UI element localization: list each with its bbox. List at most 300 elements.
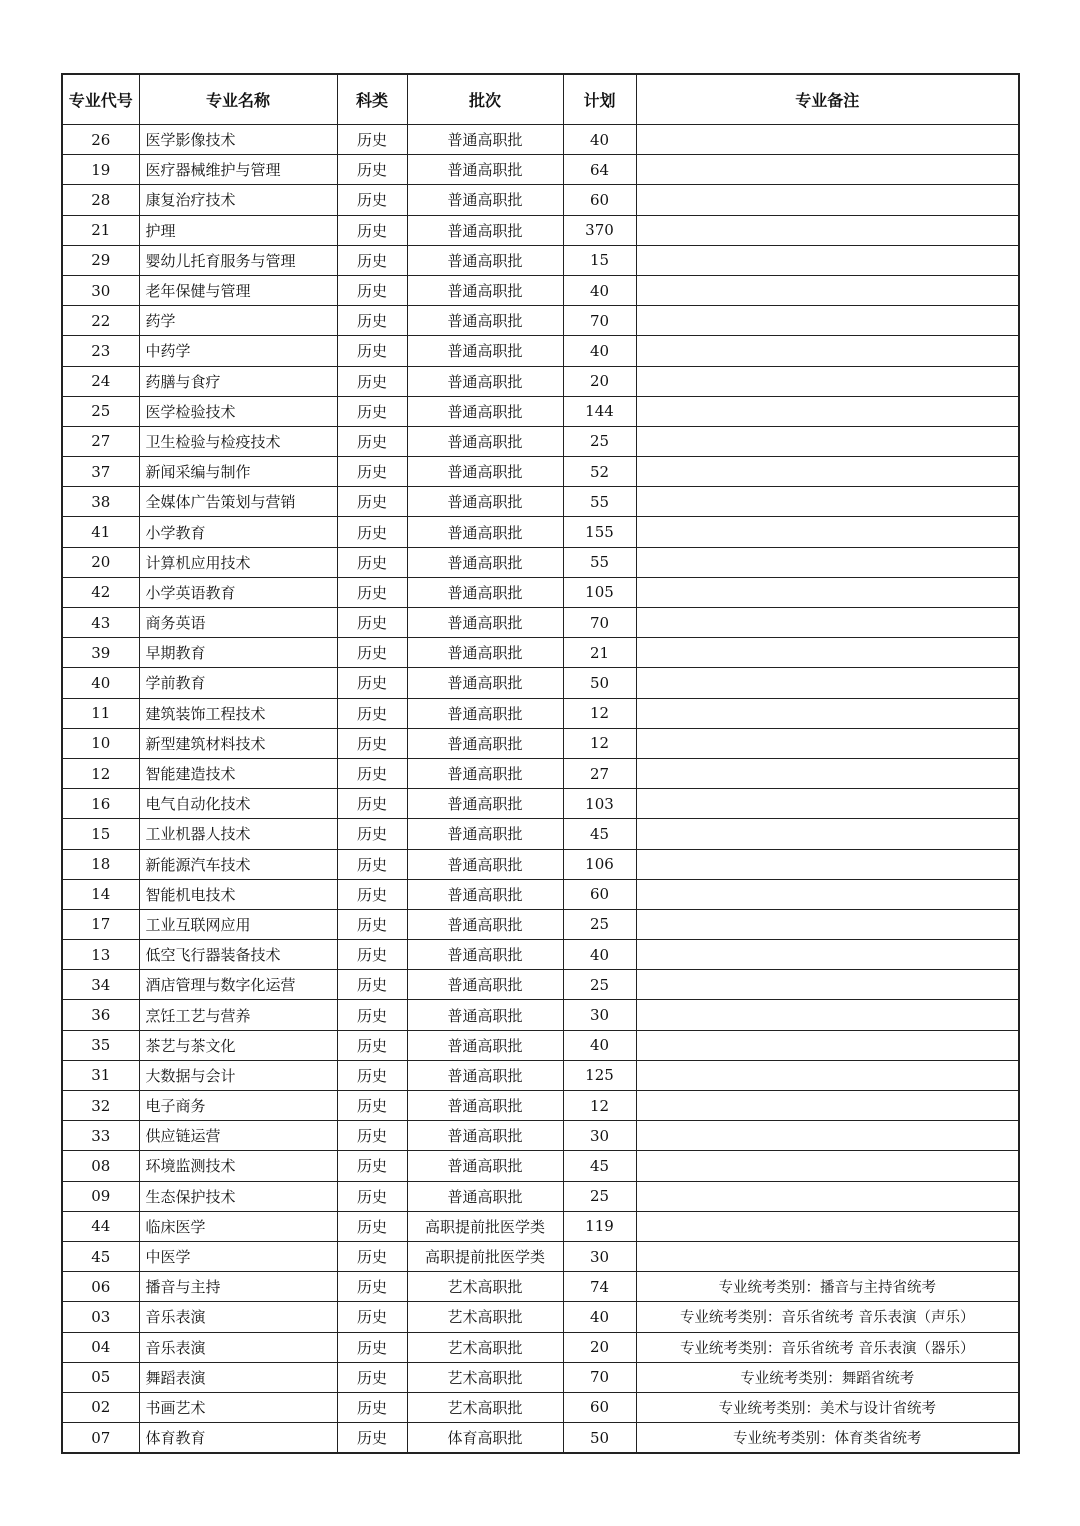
cell-note: 专业统考类别：美术与设计省统考 xyxy=(636,1392,1019,1422)
table-row xyxy=(62,698,1019,728)
header-batch: 批次 xyxy=(407,74,563,125)
cell-name: 音乐表演 xyxy=(139,1302,337,1332)
cell-code: 32 xyxy=(62,1091,139,1121)
table-row xyxy=(62,638,1019,668)
cell-plan: 30 xyxy=(563,1241,636,1271)
cell-code: 19 xyxy=(62,155,139,185)
table-row xyxy=(62,608,1019,638)
table-row xyxy=(62,1423,1019,1454)
cell-plan: 25 xyxy=(563,1181,636,1211)
table-row xyxy=(62,155,1019,185)
cell-batch: 普通高职批 xyxy=(407,970,563,1000)
cell-note xyxy=(636,577,1019,607)
cell-name: 烹饪工艺与营养 xyxy=(139,1000,337,1030)
table-row xyxy=(62,215,1019,245)
cell-plan: 45 xyxy=(563,819,636,849)
cell-note xyxy=(636,789,1019,819)
table-row xyxy=(62,1060,1019,1090)
cell-note xyxy=(636,1181,1019,1211)
table-row xyxy=(62,125,1019,155)
cell-note xyxy=(636,1211,1019,1241)
header-code: 专业代号 xyxy=(62,74,139,125)
table-row xyxy=(62,970,1019,1000)
cell-subject: 历史 xyxy=(337,940,407,970)
cell-code: 35 xyxy=(62,1030,139,1060)
cell-code: 24 xyxy=(62,366,139,396)
table-row xyxy=(62,849,1019,879)
table-row xyxy=(62,185,1019,215)
cell-note xyxy=(636,668,1019,698)
header-subject: 科类 xyxy=(337,74,407,125)
cell-code: 34 xyxy=(62,970,139,1000)
cell-plan: 125 xyxy=(563,1060,636,1090)
cell-note xyxy=(636,1091,1019,1121)
cell-batch: 普通高职批 xyxy=(407,306,563,336)
cell-plan: 370 xyxy=(563,215,636,245)
cell-plan: 20 xyxy=(563,1332,636,1362)
table-row xyxy=(62,1332,1019,1362)
cell-name: 播音与主持 xyxy=(139,1272,337,1302)
admission-plan-table xyxy=(61,73,1020,1454)
cell-note xyxy=(636,517,1019,547)
cell-plan: 105 xyxy=(563,577,636,607)
cell-code: 06 xyxy=(62,1272,139,1302)
cell-name: 智能建造技术 xyxy=(139,758,337,788)
cell-subject: 历史 xyxy=(337,698,407,728)
cell-plan: 55 xyxy=(563,547,636,577)
cell-batch: 普通高职批 xyxy=(407,1030,563,1060)
cell-plan: 12 xyxy=(563,1091,636,1121)
cell-code: 18 xyxy=(62,849,139,879)
cell-name: 新型建筑材料技术 xyxy=(139,728,337,758)
cell-name: 商务英语 xyxy=(139,608,337,638)
cell-note xyxy=(636,306,1019,336)
cell-note xyxy=(636,758,1019,788)
cell-name: 低空飞行器装备技术 xyxy=(139,940,337,970)
cell-name: 酒店管理与数字化运营 xyxy=(139,970,337,1000)
cell-subject: 历史 xyxy=(337,1000,407,1030)
cell-note xyxy=(636,215,1019,245)
cell-name: 茶艺与茶文化 xyxy=(139,1030,337,1060)
table-row xyxy=(62,1181,1019,1211)
table-row xyxy=(62,547,1019,577)
cell-note xyxy=(636,849,1019,879)
cell-code: 15 xyxy=(62,819,139,849)
table-row xyxy=(62,1121,1019,1151)
cell-plan: 30 xyxy=(563,1000,636,1030)
cell-code: 37 xyxy=(62,457,139,487)
cell-plan: 12 xyxy=(563,698,636,728)
table-row xyxy=(62,879,1019,909)
cell-subject: 历史 xyxy=(337,396,407,426)
cell-subject: 历史 xyxy=(337,879,407,909)
cell-subject: 历史 xyxy=(337,1211,407,1241)
cell-batch: 普通高职批 xyxy=(407,185,563,215)
cell-name: 书画艺术 xyxy=(139,1392,337,1422)
cell-note xyxy=(636,185,1019,215)
cell-name: 大数据与会计 xyxy=(139,1060,337,1090)
cell-code: 33 xyxy=(62,1121,139,1151)
cell-batch: 普通高职批 xyxy=(407,879,563,909)
cell-name: 医疗器械维护与管理 xyxy=(139,155,337,185)
cell-code: 31 xyxy=(62,1060,139,1090)
cell-batch: 普通高职批 xyxy=(407,487,563,517)
table-row xyxy=(62,336,1019,366)
table-row xyxy=(62,457,1019,487)
cell-batch: 普通高职批 xyxy=(407,819,563,849)
cell-plan: 40 xyxy=(563,125,636,155)
cell-subject: 历史 xyxy=(337,909,407,939)
cell-subject: 历史 xyxy=(337,1302,407,1332)
cell-plan: 25 xyxy=(563,970,636,1000)
cell-name: 建筑装饰工程技术 xyxy=(139,698,337,728)
cell-batch: 普通高职批 xyxy=(407,1181,563,1211)
cell-note xyxy=(636,728,1019,758)
cell-batch: 艺术高职批 xyxy=(407,1362,563,1392)
cell-subject: 历史 xyxy=(337,306,407,336)
cell-plan: 70 xyxy=(563,608,636,638)
cell-note xyxy=(636,608,1019,638)
table-row xyxy=(62,396,1019,426)
table-row xyxy=(62,487,1019,517)
cell-name: 舞蹈表演 xyxy=(139,1362,337,1392)
cell-batch: 普通高职批 xyxy=(407,1060,563,1090)
cell-name: 新闻采编与制作 xyxy=(139,457,337,487)
cell-batch: 普通高职批 xyxy=(407,366,563,396)
cell-name: 卫生检验与检疫技术 xyxy=(139,426,337,456)
cell-note: 专业统考类别：舞蹈省统考 xyxy=(636,1362,1019,1392)
cell-batch: 普通高职批 xyxy=(407,457,563,487)
cell-subject: 历史 xyxy=(337,125,407,155)
cell-subject: 历史 xyxy=(337,1030,407,1060)
cell-batch: 普通高职批 xyxy=(407,758,563,788)
table-row xyxy=(62,306,1019,336)
cell-note: 专业统考类别：音乐省统考 音乐表演（器乐） xyxy=(636,1332,1019,1362)
cell-note xyxy=(636,1151,1019,1181)
cell-batch: 普通高职批 xyxy=(407,1121,563,1151)
cell-name: 中药学 xyxy=(139,336,337,366)
table-row xyxy=(62,668,1019,698)
cell-plan: 15 xyxy=(563,245,636,275)
cell-note xyxy=(636,125,1019,155)
cell-note xyxy=(636,396,1019,426)
cell-name: 电气自动化技术 xyxy=(139,789,337,819)
cell-batch: 普通高职批 xyxy=(407,547,563,577)
cell-code: 36 xyxy=(62,1000,139,1030)
table-row xyxy=(62,426,1019,456)
cell-plan: 40 xyxy=(563,1302,636,1332)
cell-subject: 历史 xyxy=(337,1272,407,1302)
cell-name: 药学 xyxy=(139,306,337,336)
cell-code: 20 xyxy=(62,547,139,577)
cell-code: 41 xyxy=(62,517,139,547)
table-row xyxy=(62,366,1019,396)
cell-code: 29 xyxy=(62,245,139,275)
cell-plan: 20 xyxy=(563,366,636,396)
cell-code: 16 xyxy=(62,789,139,819)
table-row xyxy=(62,940,1019,970)
cell-plan: 40 xyxy=(563,336,636,366)
cell-note xyxy=(636,366,1019,396)
cell-note xyxy=(636,1000,1019,1030)
cell-subject: 历史 xyxy=(337,608,407,638)
cell-subject: 历史 xyxy=(337,1423,407,1454)
cell-code: 08 xyxy=(62,1151,139,1181)
cell-name: 早期教育 xyxy=(139,638,337,668)
cell-name: 计算机应用技术 xyxy=(139,547,337,577)
cell-name: 工业互联网应用 xyxy=(139,909,337,939)
cell-name: 供应链运营 xyxy=(139,1121,337,1151)
cell-plan: 70 xyxy=(563,1362,636,1392)
header-note: 专业备注 xyxy=(636,74,1019,125)
cell-code: 27 xyxy=(62,426,139,456)
cell-name: 婴幼儿托育服务与管理 xyxy=(139,245,337,275)
cell-subject: 历史 xyxy=(337,758,407,788)
header-plan: 计划 xyxy=(563,74,636,125)
cell-subject: 历史 xyxy=(337,547,407,577)
table-row xyxy=(62,1030,1019,1060)
cell-plan: 106 xyxy=(563,849,636,879)
cell-note xyxy=(636,909,1019,939)
table-row xyxy=(62,1392,1019,1422)
cell-plan: 103 xyxy=(563,789,636,819)
cell-batch: 普通高职批 xyxy=(407,728,563,758)
cell-batch: 普通高职批 xyxy=(407,608,563,638)
cell-code: 04 xyxy=(62,1332,139,1362)
cell-code: 40 xyxy=(62,668,139,698)
cell-name: 全媒体广告策划与营销 xyxy=(139,487,337,517)
cell-name: 智能机电技术 xyxy=(139,879,337,909)
cell-subject: 历史 xyxy=(337,1181,407,1211)
cell-subject: 历史 xyxy=(337,457,407,487)
cell-subject: 历史 xyxy=(337,426,407,456)
cell-plan: 40 xyxy=(563,1030,636,1060)
cell-code: 10 xyxy=(62,728,139,758)
table-row xyxy=(62,1000,1019,1030)
cell-note: 专业统考类别：体育类省统考 xyxy=(636,1423,1019,1454)
cell-batch: 普通高职批 xyxy=(407,638,563,668)
cell-batch: 普通高职批 xyxy=(407,245,563,275)
cell-note xyxy=(636,155,1019,185)
cell-code: 38 xyxy=(62,487,139,517)
cell-plan: 30 xyxy=(563,1121,636,1151)
header-row xyxy=(62,74,1019,125)
cell-batch: 普通高职批 xyxy=(407,577,563,607)
cell-note xyxy=(636,336,1019,366)
cell-subject: 历史 xyxy=(337,577,407,607)
cell-note xyxy=(636,245,1019,275)
cell-code: 45 xyxy=(62,1241,139,1271)
cell-note xyxy=(636,487,1019,517)
cell-batch: 艺术高职批 xyxy=(407,1272,563,1302)
cell-batch: 普通高职批 xyxy=(407,155,563,185)
cell-subject: 历史 xyxy=(337,215,407,245)
cell-code: 03 xyxy=(62,1302,139,1332)
cell-batch: 普通高职批 xyxy=(407,275,563,305)
cell-plan: 27 xyxy=(563,758,636,788)
cell-subject: 历史 xyxy=(337,970,407,1000)
cell-plan: 45 xyxy=(563,1151,636,1181)
cell-name: 生态保护技术 xyxy=(139,1181,337,1211)
table-row xyxy=(62,245,1019,275)
cell-batch: 体育高职批 xyxy=(407,1423,563,1454)
cell-plan: 60 xyxy=(563,185,636,215)
cell-batch: 普通高职批 xyxy=(407,909,563,939)
cell-code: 26 xyxy=(62,125,139,155)
cell-note xyxy=(636,457,1019,487)
cell-plan: 50 xyxy=(563,668,636,698)
table-row xyxy=(62,1241,1019,1271)
cell-note xyxy=(636,1121,1019,1151)
cell-note xyxy=(636,275,1019,305)
cell-code: 30 xyxy=(62,275,139,305)
cell-code: 23 xyxy=(62,336,139,366)
cell-plan: 40 xyxy=(563,940,636,970)
cell-code: 09 xyxy=(62,1181,139,1211)
cell-name: 中医学 xyxy=(139,1241,337,1271)
cell-subject: 历史 xyxy=(337,336,407,366)
table-row xyxy=(62,758,1019,788)
cell-batch: 普通高职批 xyxy=(407,1000,563,1030)
cell-code: 14 xyxy=(62,879,139,909)
cell-subject: 历史 xyxy=(337,1362,407,1392)
cell-code: 25 xyxy=(62,396,139,426)
cell-batch: 普通高职批 xyxy=(407,698,563,728)
cell-name: 老年保健与管理 xyxy=(139,275,337,305)
cell-batch: 普通高职批 xyxy=(407,1091,563,1121)
cell-subject: 历史 xyxy=(337,819,407,849)
table-row xyxy=(62,1091,1019,1121)
table-row xyxy=(62,1272,1019,1302)
table-row xyxy=(62,1362,1019,1392)
cell-note xyxy=(636,1241,1019,1271)
cell-plan: 60 xyxy=(563,1392,636,1422)
cell-code: 13 xyxy=(62,940,139,970)
cell-name: 电子商务 xyxy=(139,1091,337,1121)
cell-note xyxy=(636,1060,1019,1090)
cell-plan: 21 xyxy=(563,638,636,668)
cell-batch: 普通高职批 xyxy=(407,426,563,456)
table-body xyxy=(62,125,1019,1454)
cell-plan: 25 xyxy=(563,426,636,456)
cell-batch: 艺术高职批 xyxy=(407,1302,563,1332)
cell-name: 临床医学 xyxy=(139,1211,337,1241)
cell-plan: 74 xyxy=(563,1272,636,1302)
table-row xyxy=(62,517,1019,547)
cell-subject: 历史 xyxy=(337,155,407,185)
table-row xyxy=(62,909,1019,939)
cell-code: 12 xyxy=(62,758,139,788)
cell-note xyxy=(636,426,1019,456)
cell-code: 28 xyxy=(62,185,139,215)
cell-code: 22 xyxy=(62,306,139,336)
cell-code: 43 xyxy=(62,608,139,638)
cell-name: 学前教育 xyxy=(139,668,337,698)
cell-name: 小学英语教育 xyxy=(139,577,337,607)
cell-code: 17 xyxy=(62,909,139,939)
cell-note xyxy=(636,970,1019,1000)
cell-note xyxy=(636,1030,1019,1060)
cell-note xyxy=(636,940,1019,970)
cell-name: 环境监测技术 xyxy=(139,1151,337,1181)
cell-code: 07 xyxy=(62,1423,139,1454)
cell-batch: 普通高职批 xyxy=(407,336,563,366)
cell-batch: 普通高职批 xyxy=(407,517,563,547)
cell-note xyxy=(636,698,1019,728)
cell-batch: 普通高职批 xyxy=(407,1151,563,1181)
cell-code: 39 xyxy=(62,638,139,668)
table-row xyxy=(62,1302,1019,1332)
cell-batch: 高职提前批医学类 xyxy=(407,1241,563,1271)
cell-subject: 历史 xyxy=(337,1392,407,1422)
cell-plan: 52 xyxy=(563,457,636,487)
cell-plan: 40 xyxy=(563,275,636,305)
cell-name: 工业机器人技术 xyxy=(139,819,337,849)
cell-plan: 12 xyxy=(563,728,636,758)
cell-subject: 历史 xyxy=(337,789,407,819)
table-row xyxy=(62,1211,1019,1241)
cell-batch: 艺术高职批 xyxy=(407,1392,563,1422)
cell-subject: 历史 xyxy=(337,1121,407,1151)
cell-name: 康复治疗技术 xyxy=(139,185,337,215)
table-row xyxy=(62,577,1019,607)
cell-name: 新能源汽车技术 xyxy=(139,849,337,879)
cell-note xyxy=(636,819,1019,849)
cell-subject: 历史 xyxy=(337,366,407,396)
cell-name: 护理 xyxy=(139,215,337,245)
cell-subject: 历史 xyxy=(337,185,407,215)
cell-subject: 历史 xyxy=(337,1060,407,1090)
cell-plan: 64 xyxy=(563,155,636,185)
cell-code: 42 xyxy=(62,577,139,607)
cell-plan: 144 xyxy=(563,396,636,426)
cell-subject: 历史 xyxy=(337,1091,407,1121)
cell-plan: 70 xyxy=(563,306,636,336)
cell-batch: 普通高职批 xyxy=(407,396,563,426)
cell-plan: 50 xyxy=(563,1423,636,1454)
cell-batch: 普通高职批 xyxy=(407,125,563,155)
cell-name: 医学影像技术 xyxy=(139,125,337,155)
cell-subject: 历史 xyxy=(337,245,407,275)
cell-batch: 普通高职批 xyxy=(407,215,563,245)
cell-note xyxy=(636,638,1019,668)
cell-note xyxy=(636,547,1019,577)
cell-code: 21 xyxy=(62,215,139,245)
cell-subject: 历史 xyxy=(337,1151,407,1181)
cell-code: 11 xyxy=(62,698,139,728)
cell-subject: 历史 xyxy=(337,668,407,698)
cell-name: 音乐表演 xyxy=(139,1332,337,1362)
table-row xyxy=(62,1151,1019,1181)
cell-subject: 历史 xyxy=(337,1332,407,1362)
cell-subject: 历史 xyxy=(337,487,407,517)
cell-subject: 历史 xyxy=(337,728,407,758)
cell-batch: 普通高职批 xyxy=(407,789,563,819)
table-row xyxy=(62,275,1019,305)
cell-batch: 普通高职批 xyxy=(407,668,563,698)
cell-code: 44 xyxy=(62,1211,139,1241)
table-row xyxy=(62,728,1019,758)
cell-code: 05 xyxy=(62,1362,139,1392)
cell-batch: 艺术高职批 xyxy=(407,1332,563,1362)
cell-plan: 25 xyxy=(563,909,636,939)
cell-plan: 155 xyxy=(563,517,636,547)
cell-plan: 119 xyxy=(563,1211,636,1241)
table-row xyxy=(62,789,1019,819)
cell-subject: 历史 xyxy=(337,849,407,879)
cell-subject: 历史 xyxy=(337,1241,407,1271)
cell-code: 02 xyxy=(62,1392,139,1422)
